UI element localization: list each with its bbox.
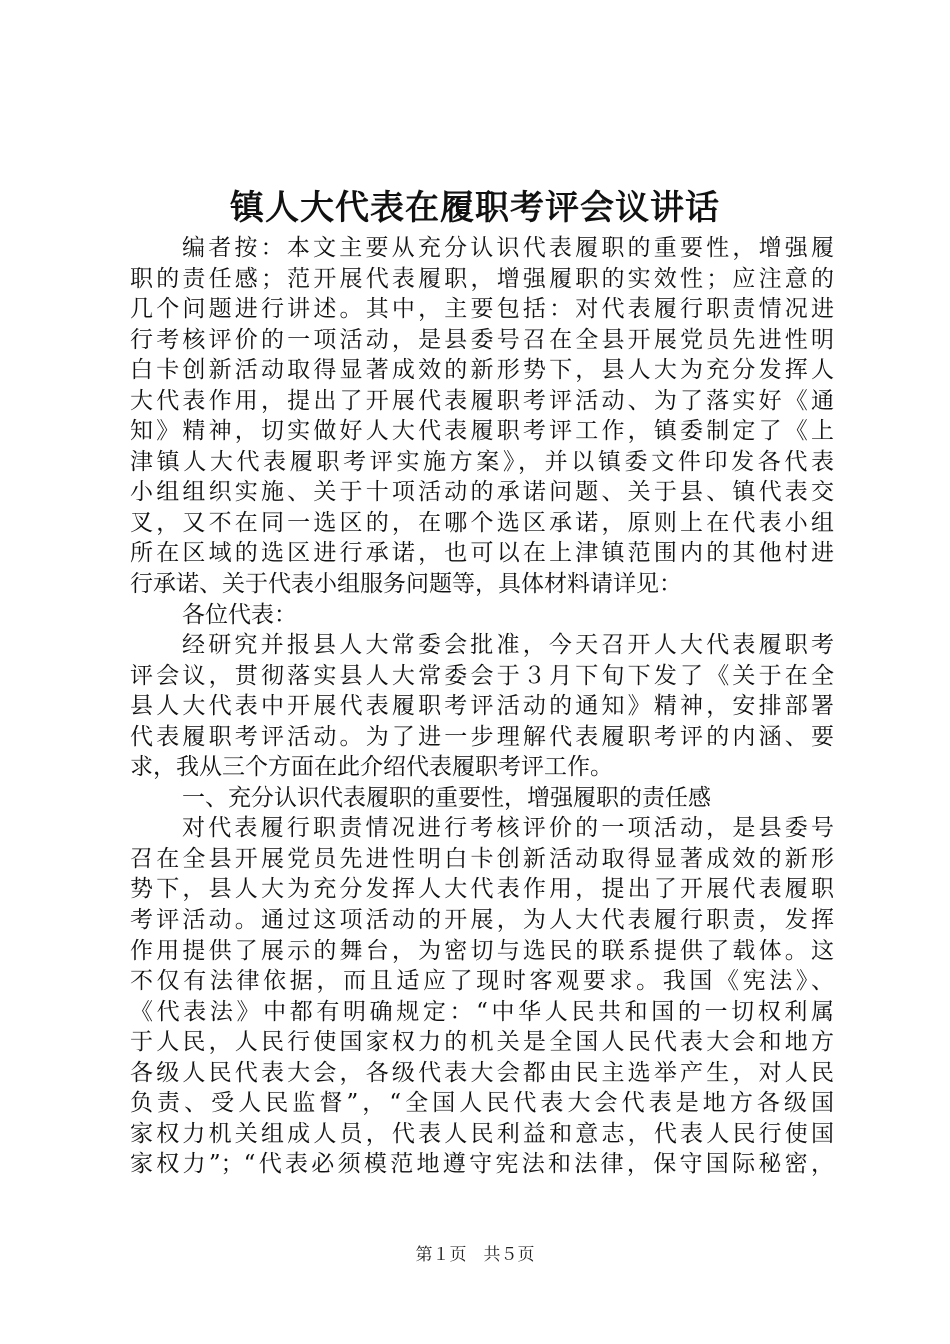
document-body [130, 233, 834, 1180]
text-line: 家权力机关组成人员，代表人民利益和意志，代表人民行使国 [130, 1120, 834, 1147]
text-line: 势下，县人大为充分发挥人大代表作用，提出了开展代表履职 [130, 876, 834, 903]
text-line: 家权力”；“代表必须模范地遵守宪法和法律，保守国际秘密， [130, 1151, 834, 1178]
text-line: 叉，又不在同一选区的，在哪个选区承诺，原则上在代表小组 [130, 509, 834, 536]
text-line: 行承诺、关于代表小组服务问题等，具体材料请详见： [130, 571, 682, 598]
text-line: 小组组织实施、关于十项活动的承诺问题、关于县、镇代表交 [130, 479, 834, 506]
text-line: 求，我从三个方面在此介绍代表履职考评工作。 [130, 754, 613, 781]
text-line: 评会议，贯彻落实县人大常委会于３月下旬下发了《关于在全 [130, 662, 834, 689]
text-line: 几个问题进行讲述。其中，主要包括：对代表履行职责情况进 [130, 296, 834, 323]
page-footer: 第１页 共５页 [415, 1245, 535, 1265]
text-line: 经研究并报县人大常委会批准，今天召开人大代表履职考 [182, 632, 834, 659]
text-line: 不仅有法律依据，而且适应了现时客观要求。我国《宪法》、 [130, 968, 834, 995]
text-line: 白卡创新活动取得显著成效的新形势下，县人大为充分发挥人 [130, 357, 834, 384]
text-line: 行考核评价的一项活动，是县委号召在全县开展党员先进性明 [130, 326, 834, 353]
text-line: 考评活动。通过这项活动的开展，为人大代表履行职责，发挥 [130, 907, 834, 934]
text-line: 知》精神，切实做好人大代表履职考评工作，镇委制定了《上 [130, 418, 834, 445]
text-line: 一、充分认识代表履职的重要性，增强履职的责任感 [182, 784, 711, 811]
text-line: 县人大代表中开展代表履职考评活动的通知》精神，安排部署 [130, 693, 834, 720]
text-line: 各位代表： [182, 601, 297, 628]
text-line: 职的责任感；范开展代表履职，增强履职的实效性；应注意的 [130, 265, 834, 292]
text-line: 编者按：本文主要从充分认识代表履职的重要性，增强履 [182, 235, 834, 261]
text-line: 作用提供了展示的舞台，为密切与选民的联系提供了载体。这 [130, 937, 834, 964]
text-line: 对代表履行职责情况进行考核评价的一项活动，是县委号 [182, 815, 834, 842]
document-title: 镇人大代表在履职考评会议讲话 [230, 188, 720, 228]
text-line: 津镇人大代表履职考评实施方案》，并以镇委文件印发各代表 [130, 448, 834, 475]
text-line: 各级人民代表大会，各级代表大会都由民主选举产生，对人民 [130, 1059, 834, 1086]
text-line: 《代表法》中都有明确规定：“中华人民共和国的一切权利属 [130, 998, 834, 1025]
text-line: 大代表作用，提出了开展代表履职考评活动、为了落实好《通 [130, 387, 834, 414]
text-line: 负责、受人民监督”，“全国人民代表大会代表是地方各级国 [130, 1090, 834, 1117]
text-line: 代表履职考评活动。为了进一步理解代表履职考评的内涵、要 [130, 723, 834, 750]
text-line: 召在全县开展党员先进性明白卡创新活动取得显著成效的新形 [130, 845, 834, 872]
text-line: 于人民，人民行使国家权力的机关是全国人民代表大会和地方 [130, 1029, 834, 1056]
text-line: 所在区域的选区进行承诺，也可以在上津镇范围内的其他村进 [130, 540, 834, 567]
